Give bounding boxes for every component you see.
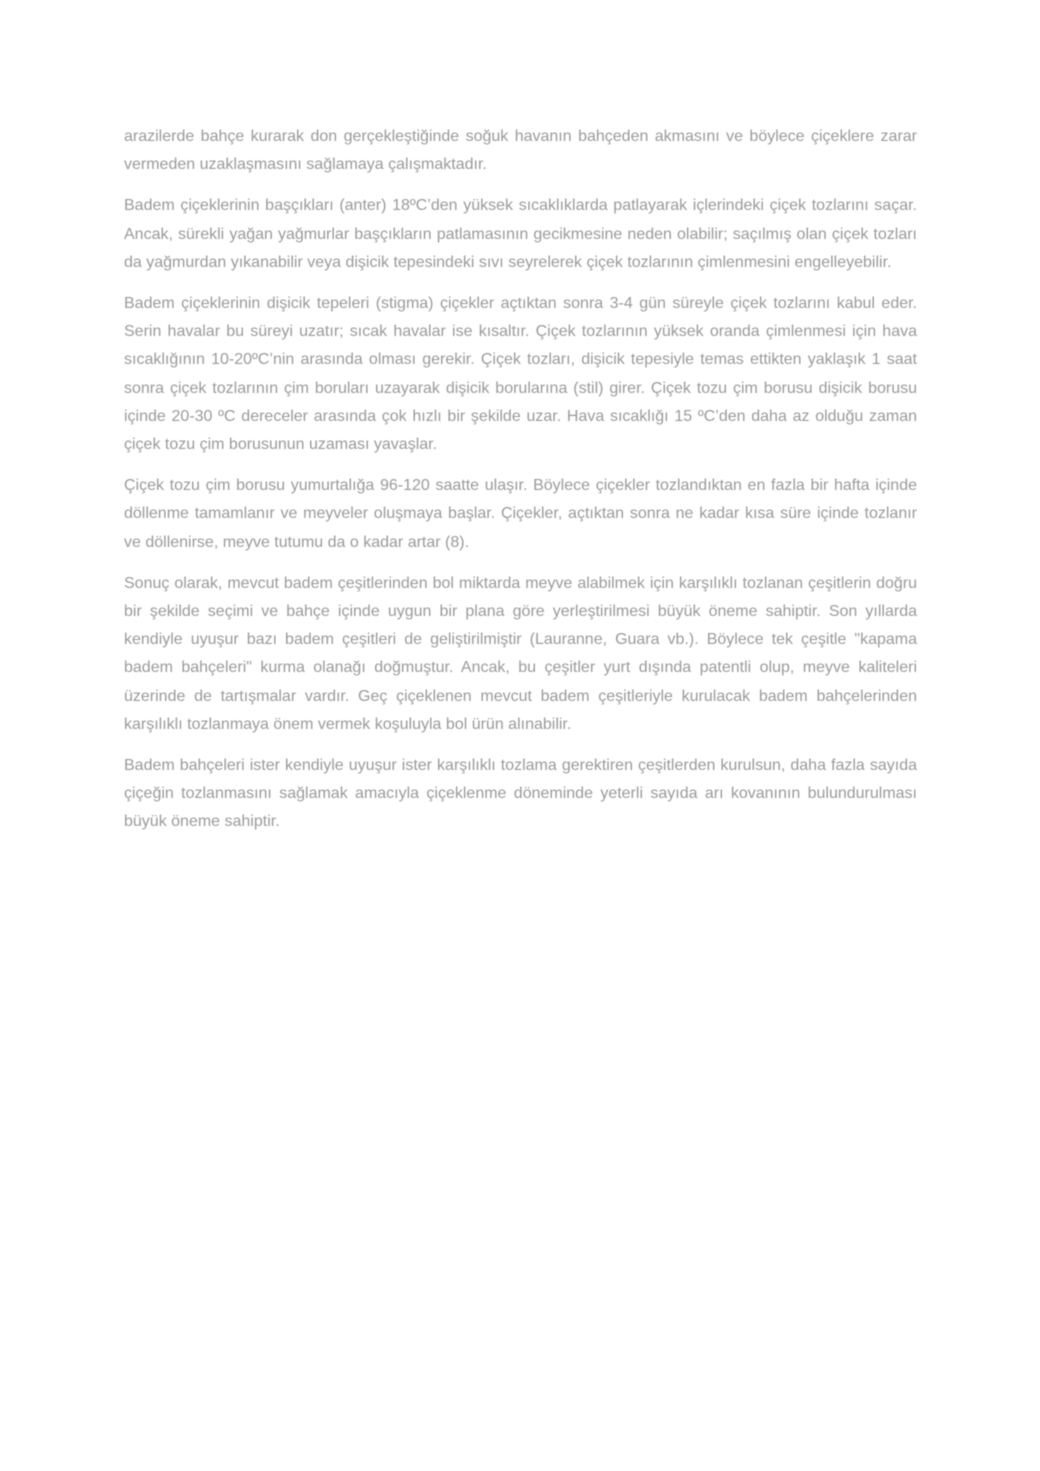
paragraph-pollen-tube-growth: Çiçek tozu çim borusu yumurtalığa 96-120 saatte ulaşır. Böylece çiçekler tozlandıktan en fazla bir hafta içinde döllenme tamamlanır ve meyveler oluşmaya başlar. Çiçekler, açtıktan sonra ne kadar kısa süre içinde tozlanır ve döllenirse, meyve tutumu da o kadar artar (8).: [124, 477, 917, 551]
paragraph-cold-air-drainage: arazilerde bahçe kurarak don gerçekleştiğinde soğuk havanın bahçeden akmasını ve böylece çiçeklere zarar vermeden uzaklaşmasını sağlamaya çalışmaktadır.: [124, 128, 917, 174]
paragraph-bee-hives: Badem bahçeleri ister kendiyle uyuşur ister karşılıklı tozlama gerektiren çeşitlerden kurulsun, daha fazla sayıda çiçeğin tozlanmasını sağlamak amacıyla çiçeklenme döneminde yeterli sayıda arı kovanının bulundurulması büyük öneme sahiptir.: [124, 757, 917, 831]
document-page: [124, 123, 917, 850]
paragraph-anther-dehiscence: Badem çiçeklerinin başçıkları (anter) 18ºC’den yüksek sıcaklıklarda patlayarak içlerindeki çiçek tozlarını saçar. Ancak, sürekli yağan yağmurlar başçıkların patlamasının gecikmesine neden olabilir; saçılmış olan çiçek tozları da yağmurdan yıkanabilir veya dişicik tepesindeki sıvı seyrelerek çiçek tozlarının çimlenmesini engelleyebilir.: [124, 197, 917, 271]
paragraph-stigma-receptivity: Badem çiçeklerinin dişicik tepeleri (stigma) çiçekler açtıktan sonra 3-4 gün süreyle çiçek tozlarını kabul eder. Serin havalar bu süreyi uzatır; sıcak havalar ise kısaltır. Çiçek tozlarının yüksek oranda çimlenmesi için hava sıcaklığının 10-20ºC’nin arasında olması gerekir. Çiçek tozları, dişicik tepesiyle temas ettikten yaklaşık 1 saat sonra çiçek tozlarının çim boruları uzayarak dişicik borularına (stil) girer. Çiçek tozu çim borusu dişicik borusu içinde 20-30 ºC dereceler arasında çok hızlı bir şekilde uzar. Hava sıcaklığı 15 ºC’den daha az olduğu zaman çiçek tozu çim borusunun uzaması yavaşlar.: [124, 295, 917, 454]
paragraph-conclusion: Sonuç olarak, mevcut badem çeşitlerinden bol miktarda meyve alabilmek için karşılıklı tozlanan çeşitlerin doğru bir şekilde seçimi ve bahçe içinde uygun bir plana göre yerleştirilmesi büyük öneme sahiptir. Son yıllarda kendiyle uyuşur bazı badem çeşitleri de geliştirilmiştir (Lauranne, Guara vb.). Böylece tek çeşitle "kapama badem bahçeleri" kurma olanağı doğmuştur. Ancak, bu çeşitler yurt dışında patentli olup, meyve kaliteleri üzerinde de tartışmalar vardır. Geç çiçeklenen mevcut badem çeşitleriyle kurulacak badem bahçelerinden karşılıklı tozlanmaya önem vermek koşuluyla bol ürün alınabilir.: [124, 574, 917, 733]
